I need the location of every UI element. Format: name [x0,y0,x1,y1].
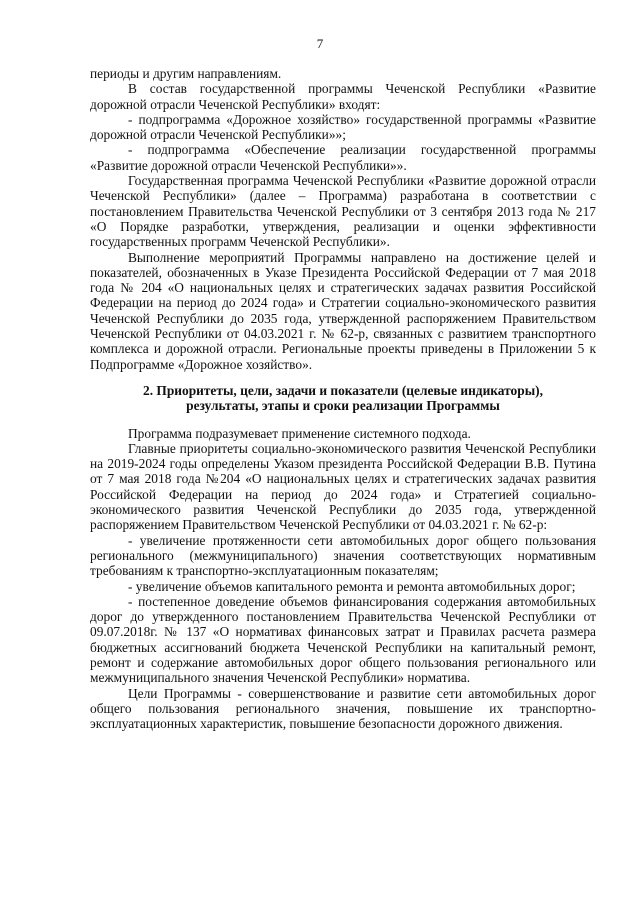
paragraph-program-basis: Государственная программа Чеченской Республики «Развитие дорожной отрасли Чеченской Республики» (далее – Программа) разработана в соответствии с постановлением Правительства Чеченской Республики от 3 сентября 2013 года № 217 «О Порядке разработки, утверждения, реализации и оценки эффективности государственных программ Чеченской Республики». [90,173,596,250]
document-body [90,66,596,731]
paragraph-program-goals-link: Выполнение мероприятий Программы направлено на достижение целей и показателей, обозначенных в Указе Президента Российской Федерации от 7 мая 2018 года № 204 «О национальных целях и стратегических задачах развития Российской Федерации на период до 2024 года» и Стратегии социально-экономического развития Чеченской Республики до 2035 года, утвержденной распоряжением Правительством Чеченской Республики от 04.03.2021 г. № 62-р, связанных с развитием транспортного комплекса и дорожной отрасли. Региональные проекты приведены в Приложении 5 к Подпрограмме «Дорожное хозяйство». [90,249,596,372]
paragraph-system-approach: Программа подразумевает применение системного подхода. [128,425,471,441]
list-item-subprogram-implementation: - подпрограмма «Обеспечение реализации государственной программы «Развитие дорожной отрасли Чеченской Республики»». [90,142,596,173]
list-item-repair-volume: - увеличение объемов капитального ремонта и ремонта автомобильных дорог; [128,578,576,594]
paragraph-main-priorities: Главные приоритеты социально-экономического развития Чеченской Республики на 2019-2024 годы определены Указом президента Российской Федерации В.В. Путина от 7 мая 2018 года №204 «О национальных целях и стратегических задачах развития Российской Федерации на период до 2024 года» и Стратегией социально-экономического развития Чеченской Республики до 2035 года, утвержденной распоряжением Правительством Чеченской Республики от 04.03.2021 г. № 62-р: [90,440,596,533]
paragraph-program-goals: Цели Программы - совершенствование и развитие сети автомобильных дорог общего пользования регионального значения, повышение их транспортно-эксплуатационных характеристик, повышение безопасности дорожного движения. [90,685,596,732]
page-number: 7 [316,36,324,51]
list-item-subprogram-roads: - подпрограмма «Дорожное хозяйство» государственной программы «Развитие дорожной отрасли Чеченской Республики»»; [90,111,596,143]
list-item-network-length: - увеличение протяженности сети автомобильных дорог общего пользования регионального (межмуниципального) значения соответствующих нормативным требованиям к транспортно-эксплуатационным показателям; [90,532,596,579]
paragraph-program-composition: В состав государственной программы Чеченской Республики «Развитие дорожной отрасли Чеченской Республики» входят: [90,81,596,112]
section-heading-line-1: 2. Приоритеты, цели, задачи и показатели (целевые индикаторы), [143,382,543,398]
list-item-maintenance-funding: - постепенное доведение объемов финансирования содержания автомобильных дорог до утвержденного постановлением Правительства Чеченской Республики от 09.07.2018г. № 137 «О нормативах финансовых затрат и Правилах расчета размера бюджетных ассигнований бюджета Чеченской Республики на капитальный ремонт, ремонт и содержание автомобильных дорог общего пользования регионального или межмуниципального значения Чеченской Республики» норматива. [90,593,596,686]
section-heading [90,383,596,414]
paragraph-continuation: периоды и другим направлениям. [90,66,282,81]
section-heading-line-2: результаты, этапы и сроки реализации Программы [186,398,500,414]
